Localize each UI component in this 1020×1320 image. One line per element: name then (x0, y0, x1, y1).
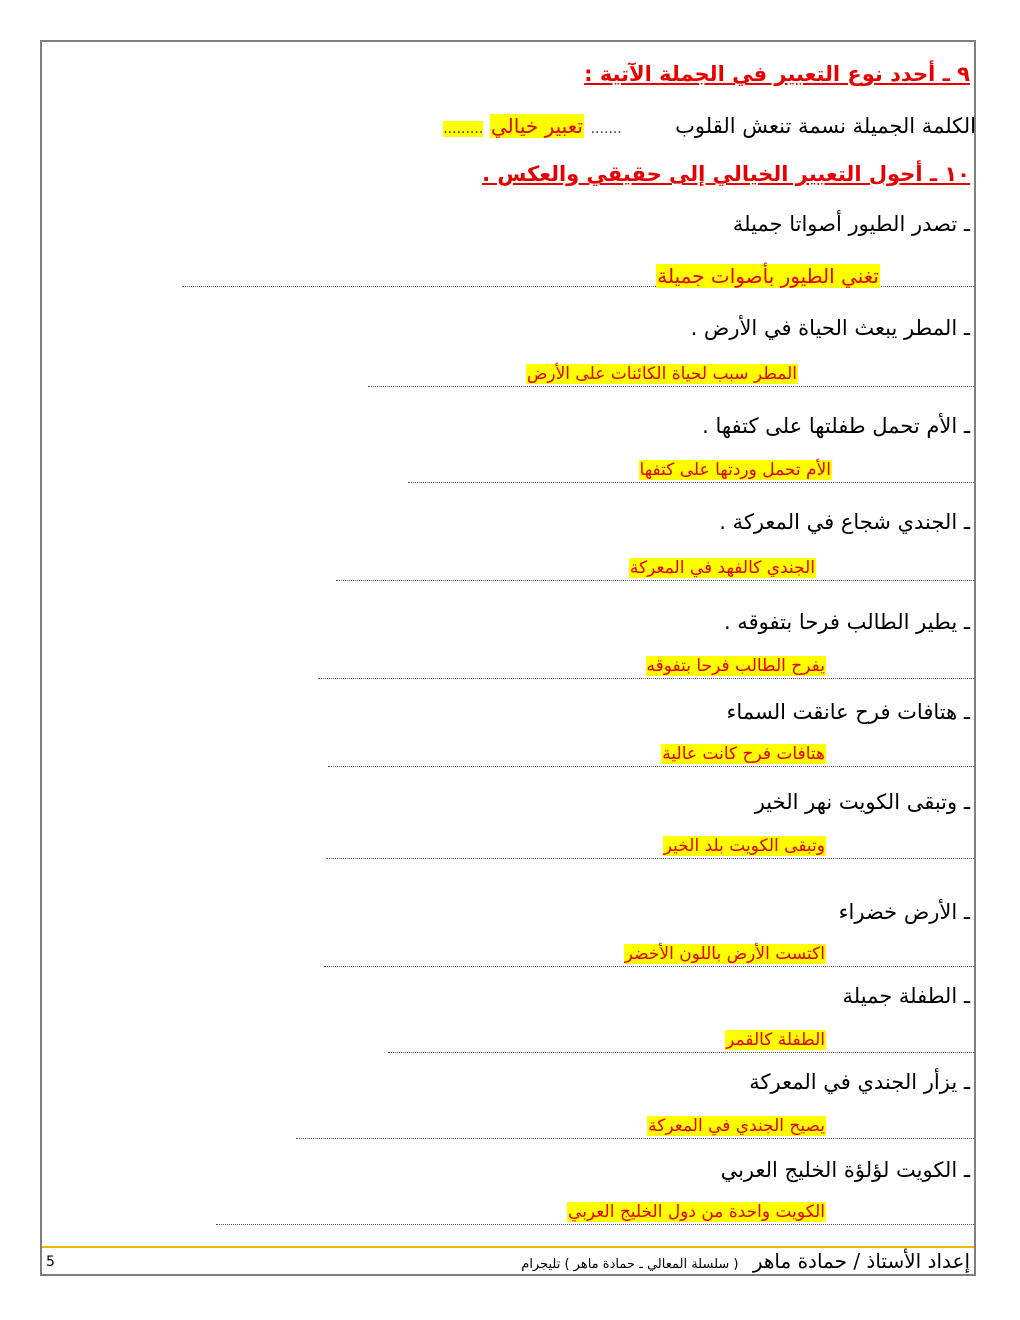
q10-item-6-sentence: ـ هتافات فرح عانقت السماء (726, 700, 970, 724)
q10-item-5-answer: يفرح الطالب فرحا بتفوقه (646, 656, 825, 676)
page-number: 5 (46, 1254, 55, 1270)
q9-answer: تعبير خيالي (490, 114, 583, 138)
q10-item-9-answer-line (388, 1030, 974, 1053)
q10-item-4-answer-line (336, 558, 974, 581)
q10-item-9-answer: الطفلة كالقمر (726, 1030, 825, 1050)
q10-item-1-sentence: ـ تصدر الطيور أصواتا جميلة (732, 212, 970, 236)
q10-item-2-answer-line (368, 364, 974, 387)
q10-item-3-answer: الأم تحمل وردتها على كتفها (639, 460, 831, 480)
q9-dots-before: ....... (590, 121, 622, 137)
q10-item-8-answer-line (324, 944, 974, 967)
q10-item-9-sentence: ـ الطفلة جميلة (842, 984, 970, 1008)
q10-item-11-sentence: ـ الكويت لؤلؤة الخليج العربي (720, 1158, 970, 1182)
q9-line (443, 114, 976, 138)
q10-item-5-sentence: ـ يطير الطالب فرحا بتفوقه . (723, 610, 970, 634)
q10-item-7-answer-line (326, 836, 974, 859)
q10-item-7-sentence: ـ وتبقى الكويت نهر الخير (754, 790, 970, 814)
q9-sentence: الكلمة الجميلة نسمة تنعش القلوب (675, 114, 976, 138)
footer-author: إعداد الأستاذ / حمادة ماهر (752, 1249, 970, 1273)
q10-item-1-answer-line (182, 264, 974, 287)
q9-dots-after: ......... (443, 121, 484, 137)
q10-item-4-sentence: ـ الجندي شجاع في المعركة . (719, 510, 970, 534)
q10-item-10-answer: يصيح الجندي في المعركة (648, 1116, 825, 1136)
q10-item-5-answer-line (318, 656, 974, 679)
footer-rule (42, 1246, 974, 1248)
q10-item-2-sentence: ـ المطر يبعث الحياة في الأرض . (690, 316, 970, 340)
q10-item-6-answer: هتافات فرح كانت عالية (662, 744, 825, 764)
q10-item-1-answer: تغني الطيور بأصوات جميلة (657, 264, 879, 288)
q10-item-6-answer-line (328, 744, 974, 767)
footer-credit (521, 1249, 970, 1273)
q10-item-11-answer: الكويت واحدة من دول الخليج العربي (568, 1202, 825, 1222)
q10-item-4-answer: الجندي كالفهد في المعركة (629, 558, 815, 578)
q10-item-3-answer-line (408, 460, 974, 483)
q10-heading: ١٠ ـ أحول التعبير الخيالي إلى حقيقي والعكس . (482, 162, 970, 186)
q10-item-3-sentence: ـ الأم تحمل طفلتها على كتفها . (702, 414, 970, 438)
q10-item-11-answer-line (216, 1202, 974, 1225)
footer-series: ( سلسلة المعالي ـ حمادة ماهر ) تليجرام (521, 1257, 739, 1272)
q10-item-10-answer-line (296, 1116, 974, 1139)
q10-item-7-answer: وتبقى الكويت بلد الخير (663, 836, 825, 856)
q10-item-8-answer: اكتست الأرض باللون الأخضر (624, 944, 825, 964)
q10-item-10-sentence: ـ يزأر الجندي في المعركة (749, 1070, 970, 1094)
q9-heading: ٩ ـ أحدد نوع التعبير في الجملة الآتية : (584, 62, 970, 86)
q10-item-2-answer: المطر سبب لحياة الكائنات على الأرض (526, 364, 797, 384)
q10-item-8-sentence: ـ الأرض خضراء (838, 900, 970, 924)
